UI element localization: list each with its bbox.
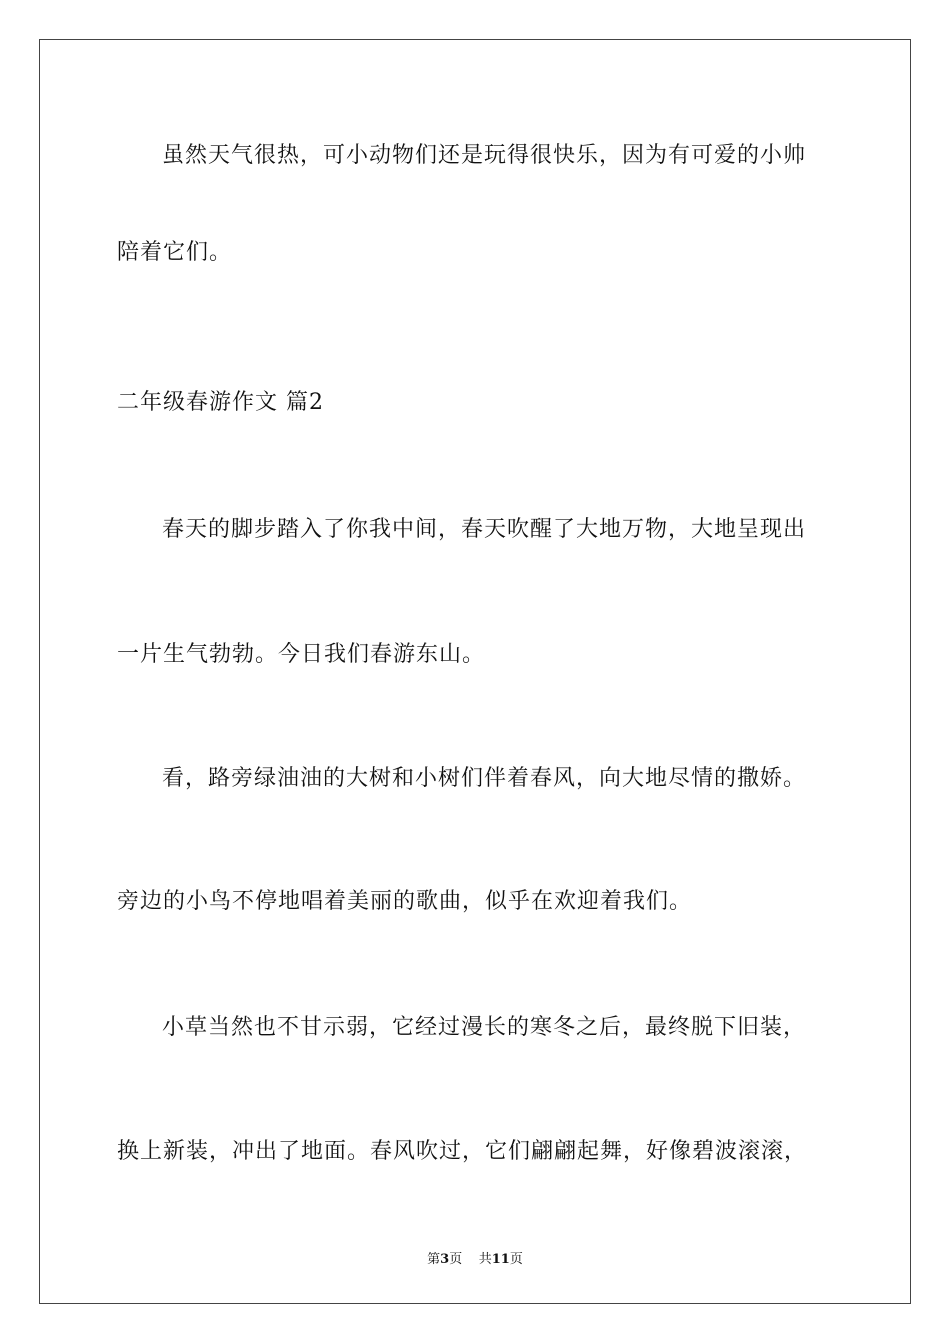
paragraph-line: 换上新装，冲出了地面。春风吹过，它们翩翩起舞，好像碧波滚滚，: [117, 1139, 808, 1164]
page-number: 3: [440, 1252, 450, 1267]
page-footer: [0, 1248, 950, 1267]
section-heading: 二年级春游作文 篇2: [117, 390, 324, 415]
page-border: [39, 39, 911, 1304]
paragraph-line: 旁边的小鸟不停地唱着美丽的歌曲，似乎在欢迎着我们。: [117, 889, 693, 914]
paragraph-line: 春天的脚步踏入了你我中间，春天吹醒了大地万物，大地呈现出: [162, 517, 807, 542]
page-suffix: 页: [449, 1252, 463, 1267]
total-prefix: 共: [478, 1252, 492, 1267]
paragraph-line: 陪着它们。: [117, 240, 233, 265]
total-suffix: 页: [509, 1252, 523, 1267]
page-prefix: 第: [427, 1252, 441, 1267]
paragraph-line: 小草当然也不甘示弱，它经过漫长的寒冬之后，最终脱下旧装，: [162, 1015, 807, 1040]
paragraph-line: 一片生气勃勃。今日我们春游东山。: [117, 642, 486, 667]
paragraph-line: 看，路旁绿油油的大树和小树们伴着春风，向大地尽情的撒娇。: [162, 766, 807, 791]
total-pages: 11: [491, 1252, 510, 1267]
paragraph-line: 虽然天气很热，可小动物们还是玩得很快乐，因为有可爱的小帅: [162, 143, 807, 168]
